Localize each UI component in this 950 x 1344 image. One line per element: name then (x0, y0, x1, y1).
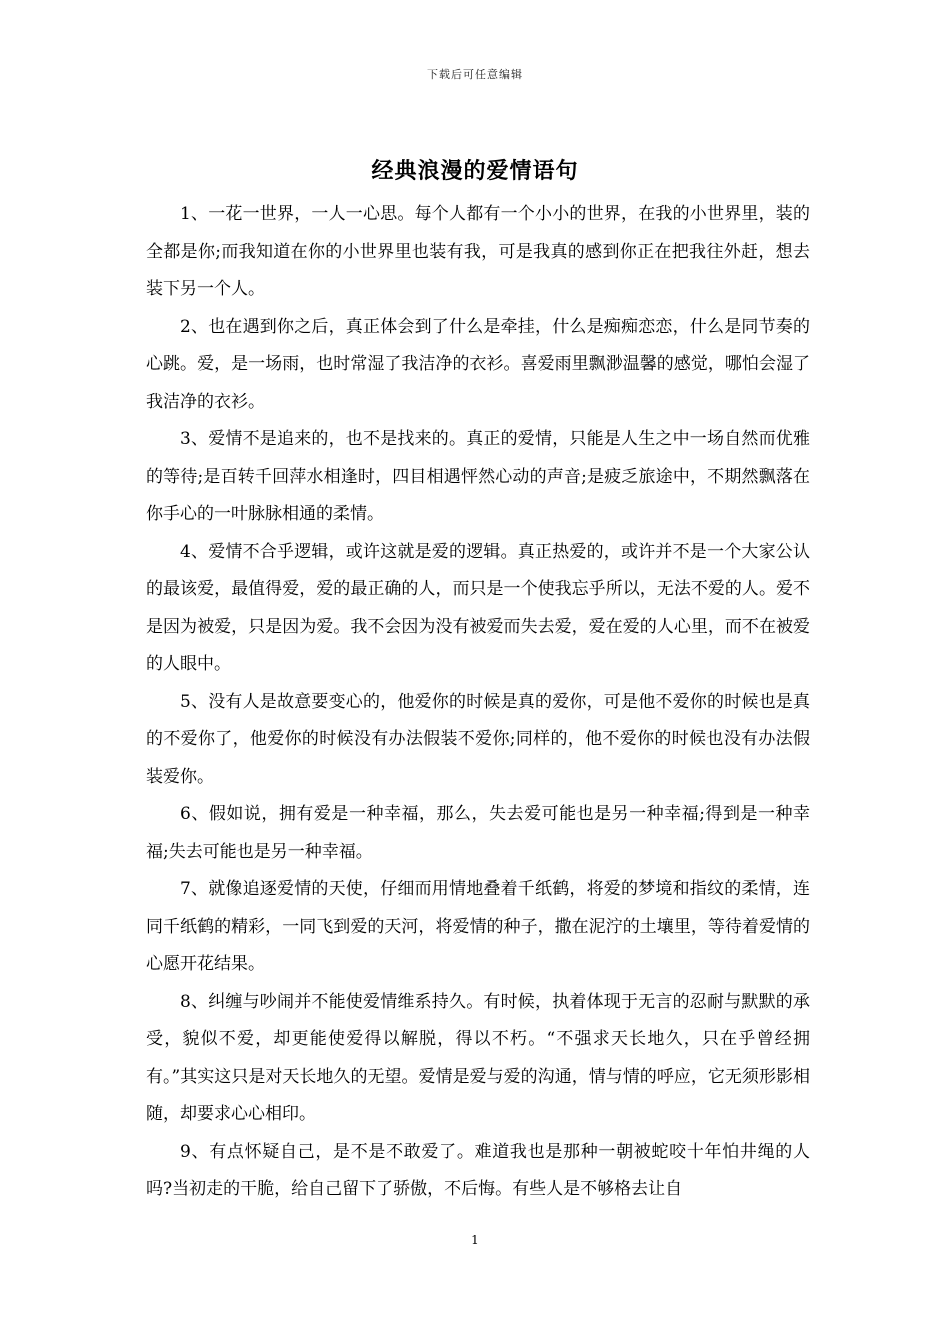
paragraph-5: 5、没有人是故意要变心的，他爱你的时候是真的爱你，可是他不爱你的时候也是真的不爱你了，他爱你的时候没有办法假装不爱你;同样的，他不爱你的时候也没有办法假装爱你。 (146, 691, 810, 787)
paragraph-7: 7、就像追逐爱情的天使，仔细而用情地叠着千纸鹤，将爱的梦境和指纹的柔情，连同千纸鹤的精彩，一同飞到爱的天河，将爱情的种子，撒在泥泞的土壤里，等待着爱情的心愿开花结果。 (146, 879, 810, 974)
paragraph-6: 6、假如说，拥有爱是一种幸福，那么，失去爱可能也是另一种幸福;得到是一种幸福;失去可能也是另一种幸福。 (146, 804, 810, 862)
document-title: 经典浪漫的爱情语句 (371, 159, 579, 184)
paragraph-1: 1、一花一世界，一人一心思。每个人都有一个小小的世界，在我的小世界里，装的全都是你;而我知道在你的小世界里也装有我，可是我真的感到你正在把我往外赶，想去装下另一个人。 (146, 204, 810, 299)
paragraph-8: 8、纠缠与吵闹并不能使爱情维系持久。有时候，执着体现于无言的忍耐与默默的承受，貌似不爱，却更能使爱得以解脱，得以不朽。“不强求天长地久，只在乎曾经拥有。”其实这只是对天长地久的无望。爱情是爱与爱的沟通，情与情的呼应，它无须形影相随，却要求心心相印。 (146, 991, 810, 1124)
header-note: 下载后可任意编辑 (427, 68, 523, 81)
paragraph-2: 2、也在遇到你之后，真正体会到了什么是牵挂，什么是痴痴恋恋，什么是同节奏的心跳。爱，是一场雨，也时常湿了我洁净的衣衫。喜爱雨里飘渺温馨的感觉，哪怕会湿了我洁净的衣衫。 (146, 316, 810, 412)
paragraph-4: 4、爱情不合乎逻辑，或许这就是爱的逻辑。真正热爱的，或许并不是一个大家公认的最该爱，最值得爱，爱的最正确的人，而只是一个使我忘乎所以，无法不爱的人。爱不是因为被爱，只是因为爱。我不会因为没有被爱而失去爱，爱在爱的人心里，而不在被爱的人眼中。 (146, 541, 810, 674)
document-body (146, 196, 810, 1209)
paragraph-3: 3、爱情不是追来的，也不是找来的。真正的爱情，只能是人生之中一场自然而优雅的等待;是百转千回萍水相逢时，四目相遇怦然心动的声音;是疲乏旅途中，不期然飘落在你手心的一叶脉脉相通的柔情。 (146, 429, 810, 524)
paragraph-9: 9、有点怀疑自己，是不是不敢爱了。难道我也是那种一朝被蛇咬十年怕井绳的人吗?当初走的干脆，给自己留下了骄傲，不后悔。有些人是不够格去让自 (146, 1141, 810, 1199)
page-number: 1 (471, 1233, 479, 1247)
